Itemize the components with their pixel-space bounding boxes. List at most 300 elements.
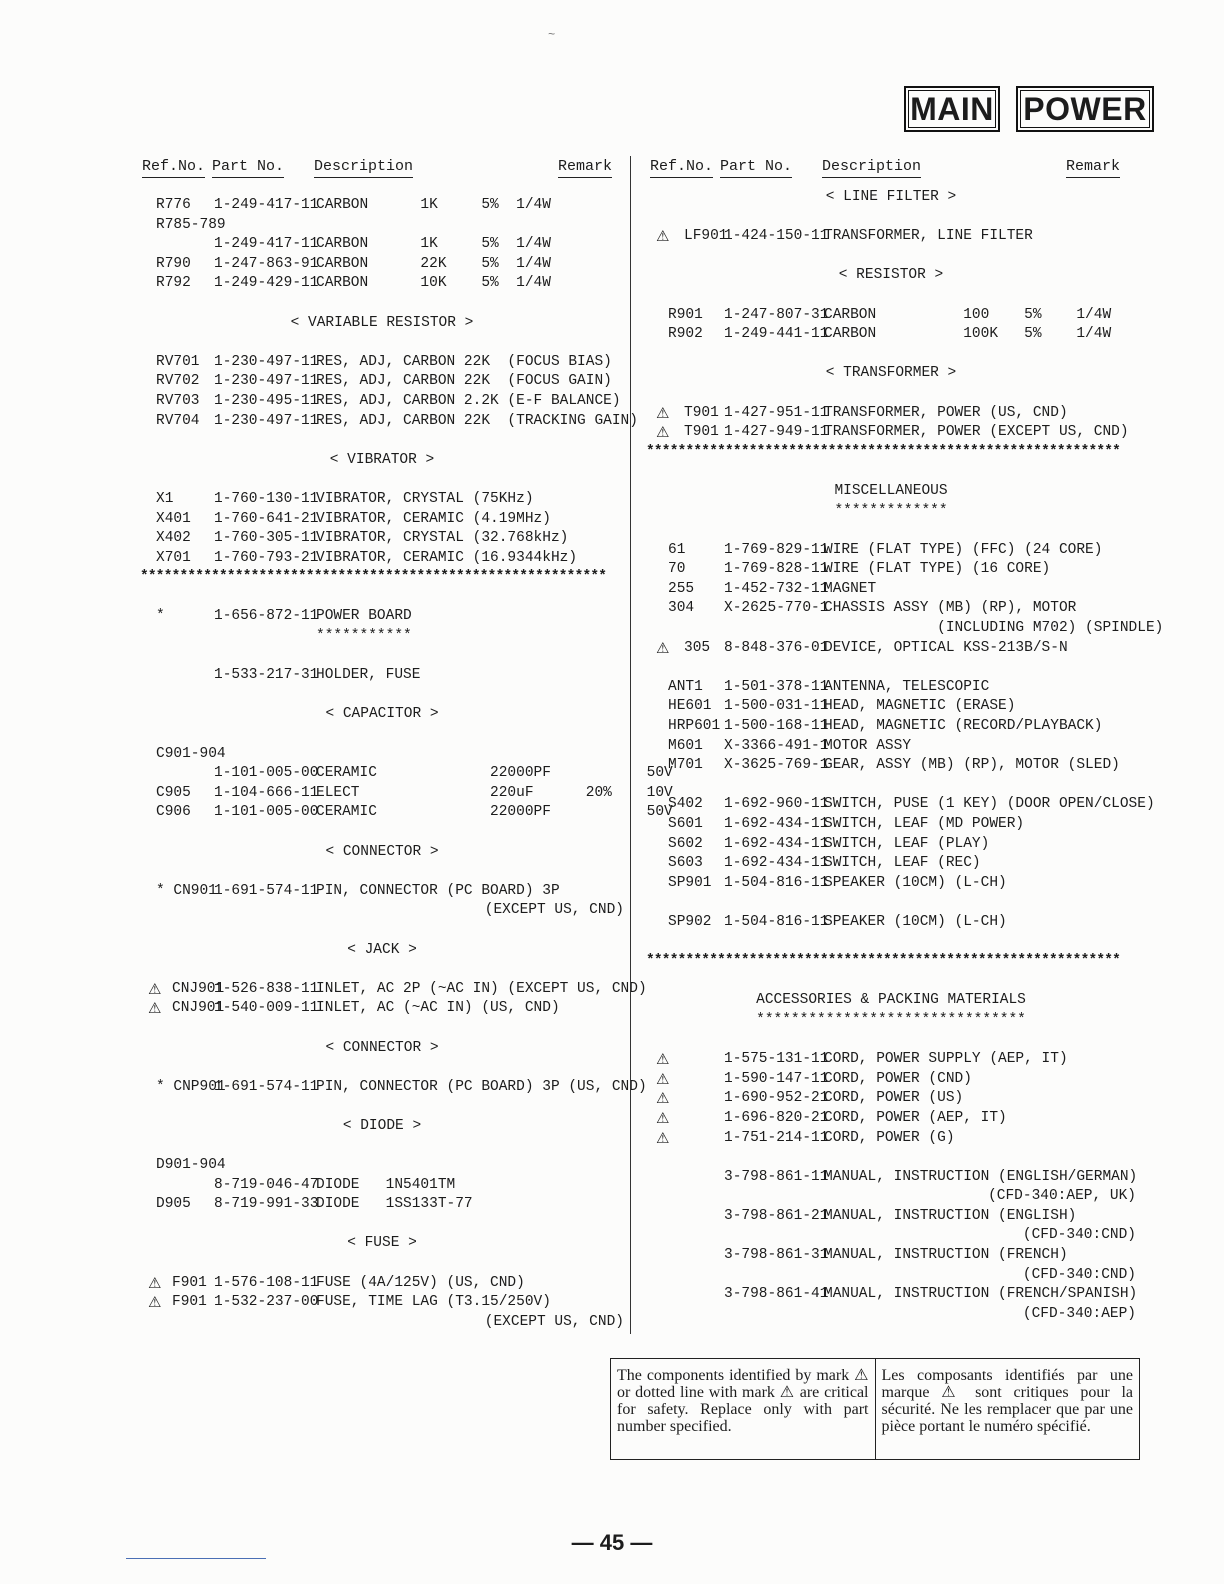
- part-no: 1-230-497-11: [214, 353, 319, 370]
- blank-line: [140, 862, 624, 882]
- blank-line: [140, 431, 624, 451]
- page-number: — 45 —: [571, 1530, 653, 1555]
- table-row: [646, 423, 1136, 443]
- right-parts-column: [646, 150, 1164, 1324]
- safety-warning-icon: ⚠: [148, 999, 162, 1018]
- table-row: [646, 697, 1136, 717]
- part-no: 1-427-951-11: [724, 404, 829, 421]
- ref-no: X401: [156, 510, 191, 527]
- description: TRANSFORMER, POWER (US, CND): [824, 404, 1068, 421]
- table-row: [140, 979, 647, 1000]
- description: SWITCH, PUSE (1 KEY) (DOOR OPEN/CLOSE): [824, 796, 1155, 813]
- power-badge: POWER: [1016, 86, 1154, 132]
- description: HEAD, MAGNETIC (RECORD/PLAYBACK): [824, 718, 1103, 735]
- blank-line: [646, 462, 1136, 482]
- part-no: 1-101-005-00: [214, 765, 319, 782]
- safety-warning-icon: ⚠: [656, 1069, 670, 1088]
- description: CORD, POWER (AEP, IT): [824, 1109, 1007, 1126]
- part-no: 1-760-130-11: [214, 490, 319, 507]
- description: RES, ADJ, CARBON 22K (TRACKING GAIN): [316, 412, 638, 429]
- description: CERAMIC 22000PF 50V: [316, 804, 673, 821]
- right-rows: [646, 188, 1164, 1324]
- part-no: 1-692-960-11: [724, 796, 829, 813]
- part-no: 1-230-495-11: [214, 392, 319, 409]
- footer-rule: [126, 1558, 266, 1559]
- table-row: [646, 325, 1136, 345]
- description: DIODE 1N5401TM: [316, 1176, 456, 1193]
- table-row: [140, 1274, 624, 1294]
- table-row: [140, 999, 624, 1019]
- part-no: 1-590-147-11: [724, 1070, 829, 1087]
- table-row: [646, 580, 1136, 600]
- part-no: 1-656-872-11: [214, 608, 319, 625]
- part-no: 1-452-732-11: [724, 580, 829, 597]
- ref-no: 255: [668, 580, 695, 597]
- description: DEVICE, OPTICAL KSS-213B/S-N: [824, 639, 1068, 656]
- description: INLET, AC 2P (~AC IN) (EXCEPT US, CND): [316, 980, 647, 997]
- table-row: [140, 1176, 624, 1196]
- safety-warning-icon: ⚠: [656, 227, 670, 246]
- table-row: [646, 874, 1136, 894]
- table-row: [140, 607, 624, 627]
- safety-warning-icon: ⚠: [148, 979, 162, 998]
- table-row: [646, 1207, 1136, 1227]
- ref-no: R902: [668, 326, 703, 343]
- description: ANTENNA, TELESCOPIC: [824, 678, 990, 695]
- part-no: 1-751-214-11: [724, 1129, 829, 1146]
- table-row: [646, 1285, 1136, 1305]
- table-row: [646, 815, 1136, 835]
- table-row: [646, 1266, 1136, 1286]
- section-heading: < FUSE >: [347, 1235, 417, 1252]
- description: TRANSFORMER, LINE FILTER: [824, 228, 1033, 245]
- part-no: X-2625-770-1: [724, 600, 829, 617]
- blank-line: [140, 1097, 624, 1117]
- part-no: 8-719-046-47: [214, 1176, 319, 1193]
- section-heading: < JACK >: [347, 941, 417, 958]
- description: SPEAKER (10CM) (L-CH): [824, 913, 1007, 930]
- part-no: 1-760-793-21: [214, 549, 319, 566]
- table-row: [646, 795, 1155, 815]
- part-no: 1-427-949-11: [724, 424, 829, 441]
- ref-no: 305: [684, 639, 711, 656]
- blank-line: [646, 893, 1136, 913]
- section-heading: *************: [834, 502, 948, 519]
- ref-no: S602: [668, 835, 703, 852]
- remark: (CFD-340:AEP): [1022, 1305, 1136, 1322]
- ref-no: RV701: [156, 353, 200, 370]
- ref-no: RV702: [156, 373, 200, 390]
- safety-warning-icon: ⚠: [148, 1273, 162, 1292]
- part-no: 1-692-434-11: [724, 855, 829, 872]
- section-heading: < CONNECTOR >: [325, 1039, 439, 1056]
- description: VIBRATOR, CERAMIC (16.9344kHz): [316, 549, 578, 566]
- ref-no: CNJ901: [172, 980, 225, 997]
- description: ELECT 220uF 20% 10V: [316, 784, 673, 801]
- part-no: 1-230-497-11: [214, 373, 319, 390]
- description: WIRE (FLAT TYPE) (16 CORE): [824, 561, 1051, 578]
- table-row: [140, 745, 624, 765]
- safety-warning-icon: ⚠: [656, 1050, 670, 1069]
- table-row: [140, 412, 638, 432]
- section-heading: *******************************: [756, 1011, 1026, 1028]
- table-row: [646, 227, 1136, 247]
- description: CHASSIS ASSY (MB) (RP), MOTOR: [824, 600, 1077, 617]
- blank-line: [646, 1031, 1136, 1051]
- ref-no: * CN901: [156, 882, 217, 899]
- blank-line: [140, 725, 624, 745]
- ref-no: X1: [156, 490, 174, 507]
- part-no: 1-500-031-11: [724, 698, 829, 715]
- table-row: [140, 764, 673, 784]
- table-row: [140, 901, 624, 921]
- ref-no: *: [156, 608, 165, 625]
- blank-line: [140, 1137, 624, 1157]
- blank-line: [646, 384, 1136, 404]
- description: FUSE, TIME LAG (T3.15/250V): [316, 1294, 551, 1311]
- description: FUSE (4A/125V) (US, CND): [316, 1274, 525, 1291]
- description: CARBON 1K 5% 1/4W: [316, 197, 551, 213]
- description: CARBON 100 5% 1/4W: [824, 306, 1112, 323]
- safety-warning-icon: ⚠: [148, 1293, 162, 1312]
- separator-asterisks: ************************************************************: [646, 443, 1121, 460]
- part-no: 1-104-666-11: [214, 784, 319, 801]
- part-no: 8-719-991-33: [214, 1196, 319, 1213]
- part-no: 1-540-009-11: [214, 1000, 319, 1017]
- description: VIBRATOR, CRYSTAL (75KHz): [316, 490, 534, 507]
- part-no: 1-575-131-11: [724, 1051, 829, 1068]
- description: WIRE (FLAT TYPE) (FFC) (24 CORE): [824, 541, 1103, 558]
- separator-asterisks: ************************************************************: [646, 953, 1121, 970]
- blank-line: [646, 933, 1136, 953]
- blank-line: [140, 960, 624, 980]
- section-heading: < VARIABLE RESISTOR >: [290, 314, 474, 331]
- ref-no: F901: [172, 1294, 207, 1311]
- table-row: [646, 1305, 1136, 1325]
- description: CARBON 1K 5% 1/4W: [316, 236, 551, 253]
- table-row: [646, 599, 1136, 619]
- ref-no: R790: [156, 255, 191, 272]
- ref-no: S601: [668, 816, 703, 832]
- section-heading: < TRANSFORMER >: [825, 365, 957, 382]
- ref-no: C906: [156, 804, 191, 821]
- description: RES, ADJ, CARBON 2.2K (E-F BALANCE): [316, 392, 621, 409]
- description: CORD, POWER (G): [824, 1129, 955, 1146]
- blank-line: [140, 1019, 624, 1039]
- description: TRANSFORMER, POWER (EXCEPT US, CND): [824, 424, 1129, 441]
- description: SPEAKER (10CM) (L-CH): [824, 874, 1007, 891]
- description: SWITCH, LEAF (MD POWER): [824, 816, 1025, 832]
- part-no: 1-101-005-00: [214, 804, 319, 821]
- description: PIN, CONNECTOR (PC BOARD) 3P: [316, 882, 560, 899]
- blank-line: [140, 333, 624, 353]
- column-divider: [630, 156, 631, 1334]
- description-header: Description: [314, 158, 413, 178]
- table-row: [140, 490, 624, 510]
- table-row: [646, 1226, 1136, 1246]
- ref-no: 70: [668, 561, 686, 578]
- ref-no: X402: [156, 530, 191, 547]
- part-no: 1-247-863-91: [214, 255, 319, 272]
- safety-notice-french: Les composants identifiés par une marque ⚠ sont critiques pour la sécurité. Ne les remplacer que par une pièce portant le numéro spécifié.: [875, 1359, 1140, 1459]
- safety-warning-icon: ⚠: [656, 1089, 670, 1108]
- table-row: [646, 404, 1136, 424]
- part-no: 1-230-497-11: [214, 412, 319, 429]
- blank-line: [646, 208, 1136, 228]
- table-row: [646, 1246, 1136, 1266]
- table-row: [140, 1195, 624, 1215]
- table-row: [140, 627, 624, 647]
- ref-no: 61: [668, 541, 686, 558]
- description: ***********: [316, 628, 412, 645]
- description: PIN, CONNECTOR (PC BOARD) 3P (US, CND): [316, 1078, 647, 1095]
- blank-line: [140, 470, 624, 490]
- part-no: 1-501-378-11: [724, 678, 829, 695]
- table-row: [140, 1156, 624, 1176]
- table-row: [140, 784, 673, 804]
- table-row: [140, 1078, 647, 1098]
- description: CARBON 100K 5% 1/4W: [824, 326, 1112, 343]
- ref-no: X701: [156, 549, 191, 566]
- ref-no: SP902: [668, 913, 712, 930]
- description: MANUAL, INSTRUCTION (ENGLISH): [824, 1207, 1077, 1224]
- blank-line: [646, 521, 1136, 541]
- blank-line: [140, 647, 624, 667]
- description: DIODE 1SS133T-77: [316, 1196, 473, 1213]
- table-row: [646, 1187, 1136, 1207]
- table-row: [646, 835, 1136, 855]
- ref-no: RV704: [156, 412, 200, 429]
- remark: (EXCEPT US, CND): [484, 902, 624, 919]
- table-row: [646, 1129, 1136, 1149]
- safety-warning-icon: ⚠: [656, 423, 670, 442]
- table-row: [646, 913, 1136, 933]
- remark: (EXCEPT US, CND): [484, 1313, 624, 1330]
- description: CERAMIC 22000PF 50V: [316, 765, 673, 782]
- description: MANUAL, INSTRUCTION (ENGLISH/GERMAN): [824, 1168, 1138, 1185]
- table-row: [140, 1313, 624, 1333]
- part-no: 1-576-108-11: [214, 1274, 319, 1291]
- safety-warning-icon: ⚠: [656, 403, 670, 422]
- ref-no: R792: [156, 275, 191, 292]
- description: CORD, POWER (CND): [824, 1070, 972, 1087]
- column-header: [140, 150, 624, 184]
- part-no: 3-798-861-41: [724, 1286, 829, 1303]
- section-heading: < RESISTOR >: [838, 267, 944, 284]
- description: HOLDER, FUSE: [316, 667, 421, 684]
- table-row: [646, 737, 1136, 757]
- table-row: [140, 803, 673, 823]
- ref-no: R901: [668, 306, 703, 323]
- description: HEAD, MAGNETIC (ERASE): [824, 698, 1016, 715]
- table-row: [140, 392, 624, 412]
- description: MANUAL, INSTRUCTION (FRENCH): [824, 1247, 1068, 1264]
- table-row: [646, 756, 1136, 776]
- section-heading: ACCESSORIES & PACKING MATERIALS: [756, 992, 1026, 1009]
- ref-no: 304: [668, 600, 695, 617]
- table-row: [646, 1168, 1136, 1188]
- ref-no: HRP601: [668, 718, 721, 735]
- safety-warning-icon: ⚠: [656, 638, 670, 657]
- ref-no-header: Ref.No.: [142, 158, 205, 178]
- remark: (CFD-340:CND): [1022, 1266, 1136, 1283]
- ref-no: M701: [668, 757, 703, 774]
- description: CARBON 22K 5% 1/4W: [316, 255, 551, 272]
- description: MAGNET: [824, 580, 877, 597]
- section-heading: < DIODE >: [342, 1117, 422, 1134]
- part-no: 1-249-441-11: [724, 326, 829, 343]
- safety-warning-icon: ⚠: [656, 1108, 670, 1127]
- description: VIBRATOR, CRYSTAL (32.768kHz): [316, 530, 569, 547]
- table-row: [646, 1109, 1136, 1129]
- part-no: 1-692-434-11: [724, 816, 829, 832]
- ref-no: LF901: [684, 228, 728, 245]
- ref-no: D905: [156, 1196, 191, 1213]
- description: GEAR, ASSY (MB) (RP), MOTOR (SLED): [824, 757, 1120, 774]
- part-no: 1-526-838-11: [214, 980, 319, 997]
- ref-no: * CNP901: [156, 1078, 226, 1095]
- part-no: 3-798-861-31: [724, 1247, 829, 1264]
- blank-line: [140, 686, 624, 706]
- ref-no: S603: [668, 855, 703, 872]
- table-row: [140, 196, 624, 216]
- ref-no: C905: [156, 784, 191, 801]
- part-no: 1-247-807-31: [724, 306, 829, 323]
- section-heading: MISCELLANEOUS: [834, 482, 948, 499]
- ref-no: T901: [684, 404, 719, 421]
- ref-no: M601: [668, 737, 703, 754]
- part-no: 8-848-376-01: [724, 639, 829, 656]
- table-row: [140, 1293, 624, 1313]
- ref-no: S402: [668, 796, 703, 813]
- description: MANUAL, INSTRUCTION (FRENCH/SPANISH): [824, 1286, 1138, 1303]
- table-row: [140, 882, 624, 902]
- ref-no: D901-904: [156, 1157, 226, 1174]
- blank-line: [140, 588, 624, 608]
- remark: (CFD-340:AEP, UK): [988, 1188, 1136, 1205]
- description: VIBRATOR, CERAMIC (4.19MHz): [316, 510, 551, 527]
- blank-line: [140, 823, 624, 843]
- table-row: [646, 619, 1164, 639]
- blank-line: [140, 1058, 624, 1078]
- description: CORD, POWER SUPPLY (AEP, IT): [824, 1051, 1068, 1068]
- part-no: 1-691-574-11: [214, 882, 319, 899]
- table-row: [140, 216, 624, 236]
- part-no: 1-696-820-21: [724, 1109, 829, 1126]
- table-row: [140, 529, 624, 549]
- blank-line: [646, 286, 1136, 306]
- blank-line: [140, 1215, 624, 1235]
- section-heading: < VIBRATOR >: [329, 451, 435, 468]
- description: (INCLUDING M702) (SPINDLE): [824, 620, 1164, 637]
- description: SWITCH, LEAF (PLAY): [824, 835, 990, 852]
- ref-no-header: Ref.No.: [650, 158, 713, 178]
- part-no: 1-249-429-11: [214, 275, 319, 292]
- part-no: 1-249-417-11: [214, 197, 319, 213]
- ref-no: R785-789: [156, 216, 226, 233]
- table-row: [140, 372, 624, 392]
- blank-line: [646, 776, 1136, 796]
- table-row: [140, 666, 624, 686]
- ref-no: SP901: [668, 874, 712, 891]
- part-no: X-3625-769-1: [724, 757, 829, 774]
- part-no: 1-769-829-11: [724, 541, 829, 558]
- part-no: 1-692-434-11: [724, 835, 829, 852]
- part-no: 1-533-217-31: [214, 667, 319, 684]
- part-no: 1-760-641-21: [214, 510, 319, 527]
- scan-mark: ~: [548, 28, 556, 42]
- column-header: [646, 150, 1136, 184]
- blank-line: [646, 972, 1136, 992]
- ref-no: RV703: [156, 392, 200, 409]
- ref-no: HE601: [668, 698, 712, 715]
- blank-line: [646, 1148, 1136, 1168]
- part-no: 1-691-574-11: [214, 1078, 319, 1095]
- safety-notice: [610, 1358, 1140, 1460]
- table-row: [646, 1070, 1136, 1090]
- blank-line: [646, 345, 1136, 365]
- section-heading: < CONNECTOR >: [325, 843, 439, 860]
- safety-notice-english: The components identified by mark ⚠ or dotted line with mark ⚠ are critical for safety. Replace only with part number specified.: [617, 1367, 869, 1435]
- table-row: [140, 549, 624, 569]
- description: CORD, POWER (US): [824, 1090, 964, 1107]
- part-no: 1-690-952-21: [724, 1090, 829, 1107]
- table-row: [646, 1050, 1136, 1070]
- main-badge: MAIN: [904, 86, 1000, 132]
- table-row: [646, 854, 1136, 874]
- section-heading: < LINE FILTER >: [825, 189, 957, 205]
- description: POWER BOARD: [316, 608, 412, 625]
- table-row: [646, 1089, 1136, 1109]
- table-row: [646, 717, 1136, 737]
- blank-line: [646, 658, 1136, 678]
- description-header: Description: [822, 158, 921, 178]
- blank-line: [646, 247, 1136, 267]
- table-row: [646, 541, 1136, 561]
- blank-line: [140, 921, 624, 941]
- description: MOTOR ASSY: [824, 737, 912, 754]
- part-no: 1-532-237-00: [214, 1294, 319, 1311]
- separator-asterisks: ***********************************************************: [140, 569, 607, 586]
- part-no: 1-249-417-11: [214, 236, 319, 253]
- table-row: [140, 235, 624, 255]
- ref-no: ANT1: [668, 678, 703, 695]
- safety-warning-icon: ⚠: [656, 1128, 670, 1147]
- table-row: [646, 560, 1136, 580]
- part-no: 1-760-305-11: [214, 530, 319, 547]
- ref-no: T901: [684, 424, 719, 441]
- table-row: [646, 639, 1136, 659]
- table-row: [140, 255, 624, 275]
- table-row: [140, 353, 624, 373]
- description: INLET, AC (~AC IN) (US, CND): [316, 1000, 560, 1017]
- ref-no: R776: [156, 197, 191, 213]
- section-heading: < CAPACITOR >: [325, 706, 439, 723]
- table-row: [646, 678, 1136, 698]
- table-row: [140, 274, 624, 294]
- part-no: 1-424-150-11: [724, 228, 829, 245]
- description: RES, ADJ, CARBON 22K (FOCUS BIAS): [316, 353, 612, 370]
- remark: (CFD-340:CND): [1022, 1227, 1136, 1244]
- part-no: 3-798-861-21: [724, 1207, 829, 1224]
- ref-no: F901: [172, 1274, 207, 1291]
- description: SWITCH, LEAF (REC): [824, 855, 981, 872]
- part-no: 3-798-861-11: [724, 1168, 829, 1185]
- part-no: 1-769-828-11: [724, 561, 829, 578]
- ref-no: C901-904: [156, 745, 226, 762]
- table-row: [646, 306, 1136, 326]
- part-no: 1-504-816-11: [724, 913, 829, 930]
